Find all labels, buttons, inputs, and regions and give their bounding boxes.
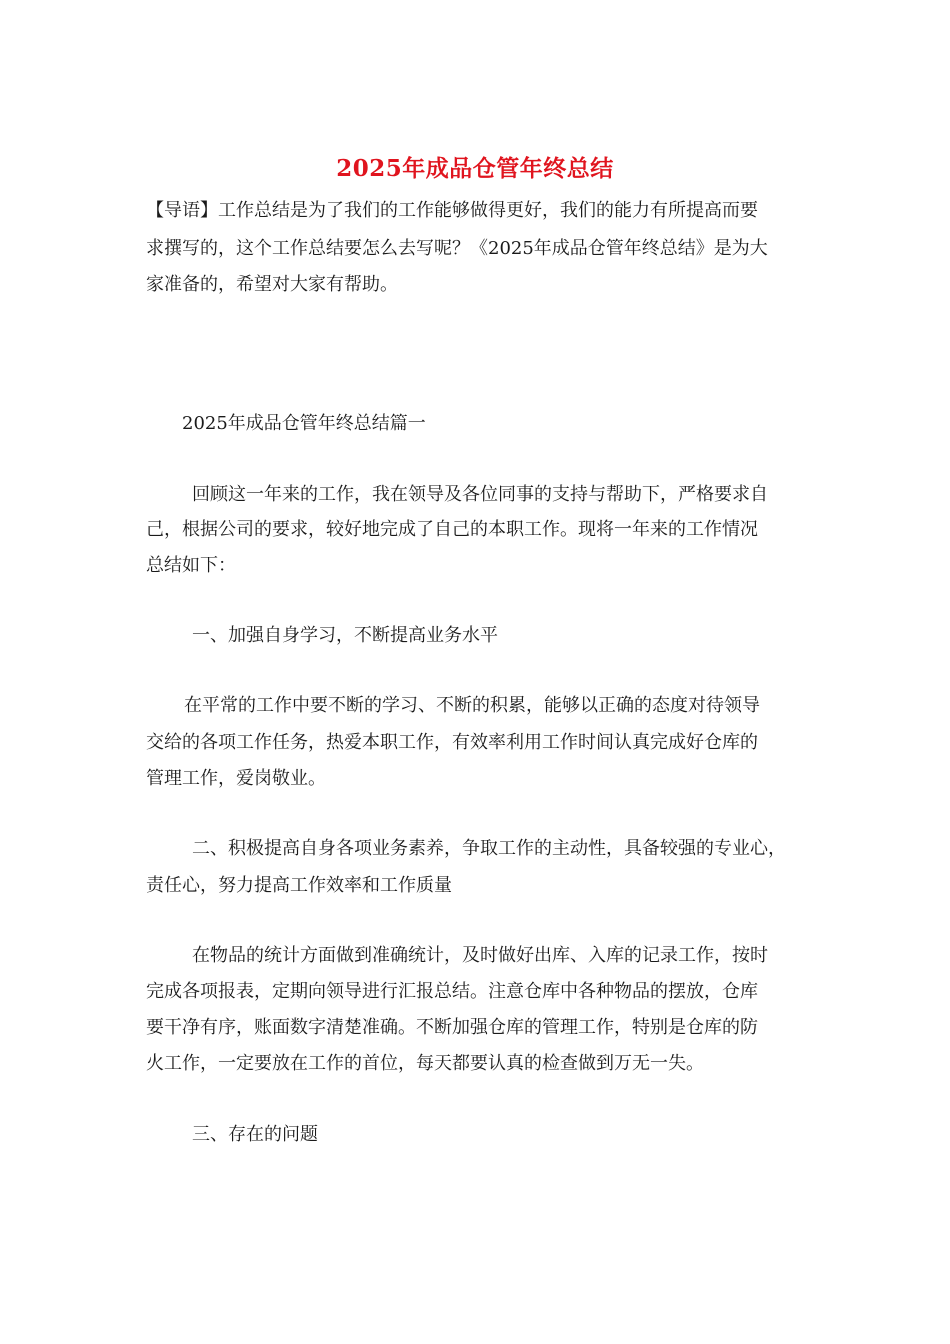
intro-line: 【导语】工作总结是为了我们的工作能够做得更好，我们的能力有所提高而要 [146,200,758,221]
subheading: 一、加强自身学习，不断提高业务水平 [192,625,498,646]
paragraph-line: 在平常的工作中要不断的学习、不断的积累，能够以正确的态度对待领导 [184,695,760,716]
paragraph-line: 火工作，一定要放在工作的首位，每天都要认真的检查做到万无一失。 [146,1053,704,1074]
subheading-line: 二、积极提高自身各项业务素养，争取工作的主动性，具备较强的专业心， [192,838,786,859]
paragraph-line: 在物品的统计方面做到准确统计，及时做好出库、入库的记录工作，按时 [192,945,768,966]
paragraph-line: 交给的各项工作任务，热爱本职工作，有效率利用工作时间认真完成好仓库的 [146,732,758,753]
paragraph-line: 总结如下： [146,555,236,576]
subheading: 三、存在的问题 [192,1124,318,1145]
section-heading: 2025年成品仓管年终总结篇一 [182,413,426,434]
paragraph-line: 完成各项报表，定期向领导进行汇报总结。注意仓库中各种物品的摆放，仓库 [146,981,758,1002]
intro-line: 求撰写的，这个工作总结要怎么去写呢？《2025年成品仓管年终总结》是为大 [146,238,768,259]
paragraph-line: 回顾这一年来的工作，我在领导及各位同事的支持与帮助下，严格要求自 [192,484,768,505]
subheading-line: 责任心，努力提高工作效率和工作质量 [146,875,452,896]
paragraph-line: 己，根据公司的要求，较好地完成了自己的本职工作。现将一年来的工作情况 [146,519,758,540]
paragraph-line: 要干净有序，账面数字清楚准确。不断加强仓库的管理工作，特别是仓库的防 [146,1017,758,1038]
document-title: 2025年成品仓管年终总结 [336,155,614,182]
intro-line: 家准备的，希望对大家有帮助。 [146,274,398,295]
paragraph-line: 管理工作，爱岗敬业。 [146,768,326,789]
